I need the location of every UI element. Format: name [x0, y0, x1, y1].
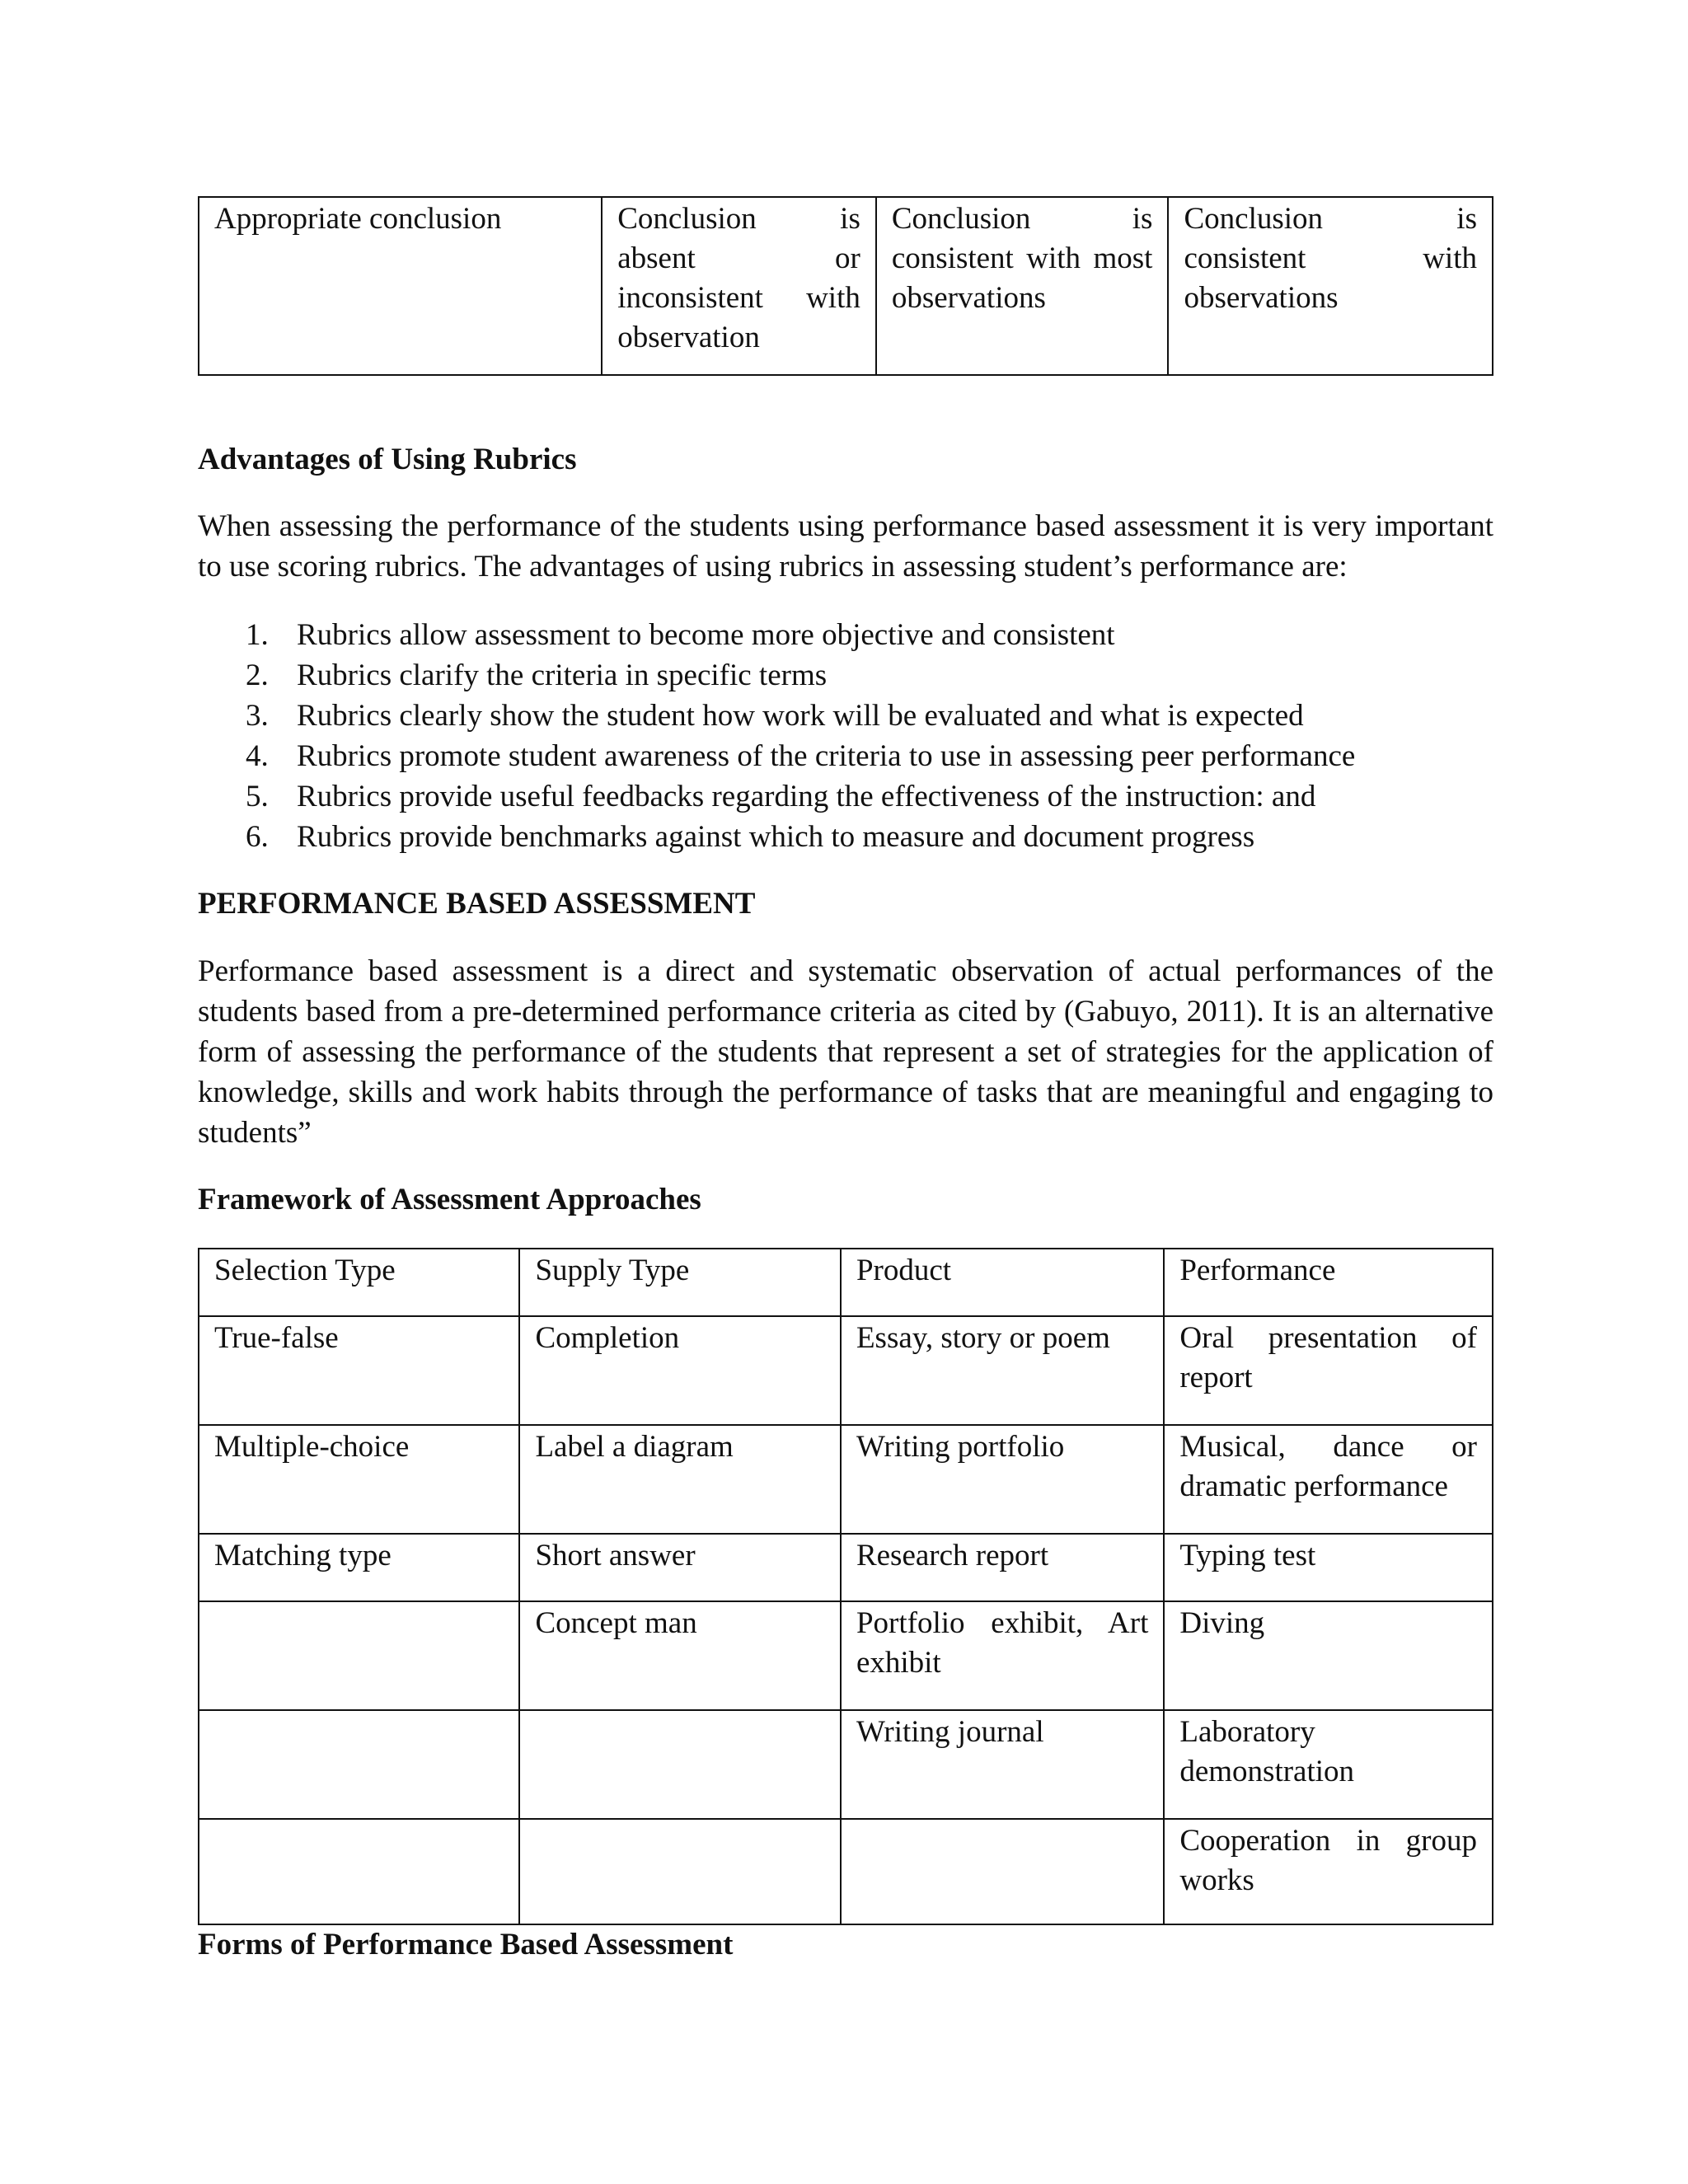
list-text: Rubrics provide useful feedbacks regarding the effectiveness of the instruction: and: [297, 780, 1316, 813]
table-cell: True-false: [199, 1316, 519, 1425]
list-number: 6.: [246, 820, 269, 854]
table-cell: Oral presentation of report: [1164, 1316, 1493, 1425]
advantages-list: [198, 615, 1493, 857]
rubric-level-2: Conclusion is consistent with most observations: [876, 197, 1169, 375]
table-row: [199, 1425, 1493, 1534]
table-cell: Short answer: [519, 1534, 841, 1601]
column-header: Performance: [1164, 1249, 1493, 1316]
rubric-table: [198, 196, 1493, 376]
table-cell: Writing portfolio: [841, 1425, 1164, 1534]
list-number: 5.: [246, 780, 269, 813]
list-text: Rubrics allow assessment to become more objective and consistent: [297, 618, 1115, 652]
table-cell: Laboratory demonstration: [1164, 1710, 1493, 1819]
table-cell: Concept man: [519, 1601, 841, 1710]
table-cell: Matching type: [199, 1534, 519, 1601]
list-text: Rubrics clarify the criteria in specific terms: [297, 658, 828, 692]
table-cell: Essay, story or poem: [841, 1316, 1164, 1425]
list-text: Rubrics clearly show the student how work will be evaluated and what is expected: [297, 699, 1304, 733]
table-cell: Research report: [841, 1534, 1164, 1601]
list-item: [198, 736, 1493, 776]
table-cell: Diving: [1164, 1601, 1493, 1710]
rubric-row: [199, 197, 1493, 375]
forms-heading: Forms of Performance Based Assessment: [198, 1928, 734, 1961]
list-item: [198, 776, 1493, 817]
table-cell: Musical, dance or dramatic performance: [1164, 1425, 1493, 1534]
list-number: 2.: [246, 658, 269, 692]
table-cell: [199, 1601, 519, 1710]
table-cell: Multiple-choice: [199, 1425, 519, 1534]
table-cell: Completion: [519, 1316, 841, 1425]
list-item: [198, 615, 1493, 655]
document-page: [198, 196, 1493, 1965]
framework-table: [198, 1248, 1493, 1925]
framework-heading: Framework of Assessment Approaches: [198, 1183, 701, 1216]
table-cell: [841, 1819, 1164, 1924]
table-header-row: [199, 1249, 1493, 1316]
pba-heading: PERFORMANCE BASED ASSESSMENT: [198, 887, 756, 921]
rubric-level-3: Conclusion is consistent with observations: [1168, 197, 1493, 375]
column-header: Product: [841, 1249, 1164, 1316]
table-cell: Portfolio exhibit, Art exhibit: [841, 1601, 1164, 1710]
table-cell: [519, 1710, 841, 1819]
list-item: [198, 655, 1493, 696]
table-cell: Typing test: [1164, 1534, 1493, 1601]
list-text: Rubrics promote student awareness of the criteria to use in assessing peer performance: [297, 739, 1356, 773]
table-row: [199, 1819, 1493, 1924]
pba-paragraph: Performance based assessment is a direct and systematic observation of actual performances of the students based from a pre-determined performance criteria as cited by (Gabuyo, 2011). It is an alternative form of assessing the performance of the students that represent a set of strategies for the application of knowledge, skills and work habits through the performance of tasks that are meaningful and engaging to students”: [198, 954, 1493, 1150]
rubric-criterion: Appropriate conclusion: [199, 197, 602, 375]
column-header: Selection Type: [199, 1249, 519, 1316]
advantages-intro: When assessing the performance of the students using performance based assessment it is very important to use scoring rubrics. The advantages of using rubrics in assessing student’s performance are:: [198, 509, 1493, 583]
list-number: 1.: [246, 618, 269, 652]
table-row: [199, 1601, 1493, 1710]
table-cell: [519, 1819, 841, 1924]
list-item: [198, 696, 1493, 736]
table-cell: Cooperation in group works: [1164, 1819, 1493, 1924]
column-header: Supply Type: [519, 1249, 841, 1316]
advantages-heading: Advantages of Using Rubrics: [198, 443, 577, 476]
list-text: Rubrics provide benchmarks against which to measure and document progress: [297, 820, 1255, 854]
table-cell: Writing journal: [841, 1710, 1164, 1819]
table-cell: [199, 1710, 519, 1819]
list-number: 4.: [246, 739, 269, 773]
table-cell: Label a diagram: [519, 1425, 841, 1534]
table-row: [199, 1534, 1493, 1601]
table-cell: [199, 1819, 519, 1924]
rubric-level-1: Conclusion is absent or inconsistent with observation: [602, 197, 876, 375]
table-row: [199, 1710, 1493, 1819]
list-item: [198, 817, 1493, 857]
list-number: 3.: [246, 699, 269, 733]
table-row: [199, 1316, 1493, 1425]
